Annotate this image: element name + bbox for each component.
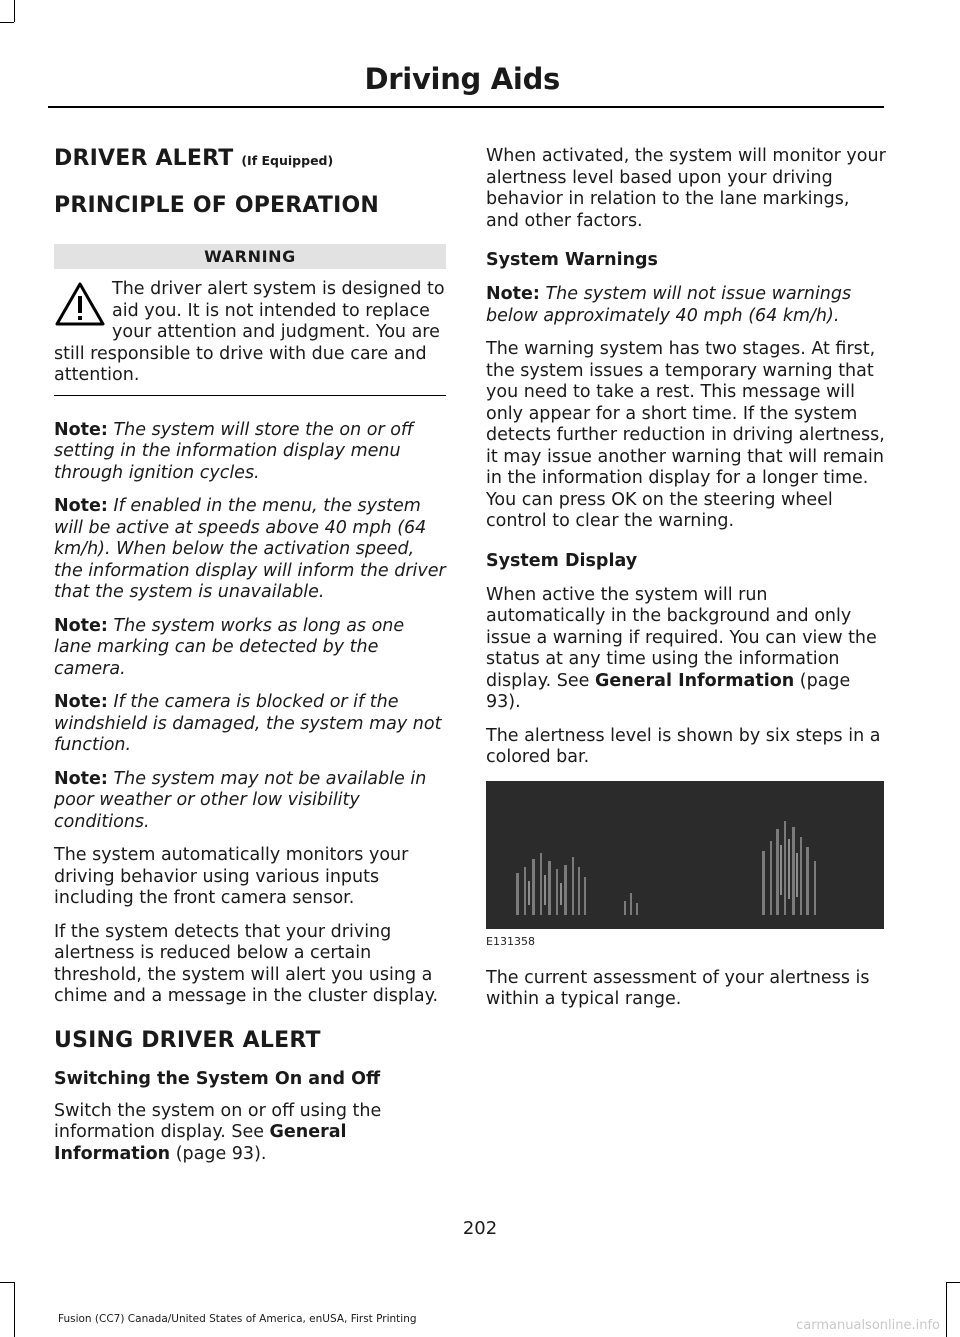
general-information-link[interactable]: General Information — [594, 670, 795, 691]
section-title-text: DRIVER ALERT — [54, 146, 234, 171]
alertness-bar-figure — [486, 781, 884, 929]
figure-code: E131358 — [486, 934, 535, 948]
section-title — [54, 146, 446, 171]
note-text: If the camera is blocked or if the windshield is damaged, the system may not function. — [54, 692, 442, 755]
paragraph-activated: When activated, the system will monitor your alertness level based upon your driving behavior in relation to the lane markings, and other factors. — [486, 146, 886, 231]
display-page-ref: (page 93). — [486, 670, 851, 712]
general-information-link[interactable]: General Information — [54, 1122, 347, 1164]
section-title-qualifier: (If Equipped) — [241, 153, 334, 168]
left-column — [54, 146, 446, 1177]
paragraph-warning-stages: The warning system has two stages. At first, the system issues a temporary warning that you need to take a rest. This message will only appear for a short time. If the system detects further reduction in driving alertness, it may issue another warning that will remain in the information display for a longer time. You can press OK on the steering wheel control to clear the warning. — [486, 339, 885, 531]
paragraph-assessment: The current assessment of your alertness is within a typical range. — [486, 967, 870, 1009]
note-warnings — [486, 284, 886, 327]
switch-title: Switching the System On and Off — [54, 1068, 381, 1089]
note-4 — [54, 692, 446, 757]
paragraph-monitoring: The system automatically monitors your driving behavior using various inputs including the front camera sensor. — [54, 845, 409, 908]
warning-divider — [54, 395, 446, 396]
watermark: carmanualsonline.info — [796, 1318, 940, 1333]
crop-mark-bottom-left-h — [0, 1282, 14, 1283]
note-label: Note: — [54, 768, 108, 789]
note-text: The system works as long as one lane marking can be detected by the camera. — [54, 615, 405, 679]
warning-box — [54, 279, 446, 387]
note-text: If enabled in the menu, the system will be active at speeds above 40 mph (64 km/h). When below the activation speed, the information display will inform the driver that the system is unavailable. — [54, 496, 446, 602]
warning-triangle-icon — [54, 281, 106, 327]
note-label: Note: — [54, 692, 108, 712]
right-column — [486, 146, 886, 1023]
note-text: The system will store the on or off setting in the information display menu through ignition cycles. — [54, 419, 414, 483]
paragraph-threshold: If the system detects that your driving alertness is reduced below a certain threshold, the system will alert you using a chime and a message in the cluster display. — [54, 921, 439, 1006]
switch-text: Switch the system on or off using the information display. See — [54, 1100, 382, 1142]
switch-page-ref: (page 93). — [170, 1143, 267, 1164]
crop-mark-bottom-left-v — [14, 1282, 15, 1337]
system-warnings-title: System Warnings — [486, 250, 658, 270]
crop-mark-bottom-right-h — [946, 1282, 960, 1283]
subsection-title: PRINCIPLE OF OPERATION — [54, 193, 380, 218]
system-display-title: System Display — [486, 550, 638, 571]
note-1 — [54, 420, 446, 485]
warning-label: WARNING — [54, 244, 446, 269]
note-2 — [54, 496, 446, 604]
paragraph-alertness-level: The alertness level is shown by six steps in a colored bar. — [486, 725, 881, 767]
header-divider — [48, 106, 884, 108]
using-title: USING DRIVER ALERT — [54, 1027, 321, 1053]
note-label: Note: — [54, 615, 108, 636]
page-number: 202 — [462, 1218, 498, 1239]
crop-mark-top-left-h — [0, 22, 14, 23]
note-label: Note: — [54, 419, 108, 440]
crop-mark-top-left-v — [14, 0, 15, 22]
note-label: Note: — [54, 496, 108, 516]
note-label: Note: — [486, 284, 540, 304]
crop-mark-bottom-right-v — [946, 1282, 947, 1337]
display-text: When active the system will run automatically in the background and only issue a warning if required. You can view the status at any time using the information display. See — [486, 584, 877, 691]
note-5 — [54, 769, 446, 834]
paragraph-display — [486, 585, 886, 714]
page-header-title: Driving Aids — [364, 62, 560, 96]
warning-text: The driver alert system is designed to aid you. It is not intended to replace your attention and judgment. You are still responsible to drive with due care and attention. — [54, 279, 445, 385]
note-3 — [54, 616, 446, 681]
note-text: The system will not issue warnings below approximately 40 mph (64 km/h). — [486, 284, 852, 326]
note-text: The system may not be available in poor weather or other low visibility conditions. — [54, 768, 427, 832]
footer-text: Fusion (CC7) Canada/United States of America, enUSA, First Printing — [58, 1313, 417, 1325]
figure-noise-image — [486, 781, 884, 929]
paragraph-switch — [54, 1101, 446, 1166]
